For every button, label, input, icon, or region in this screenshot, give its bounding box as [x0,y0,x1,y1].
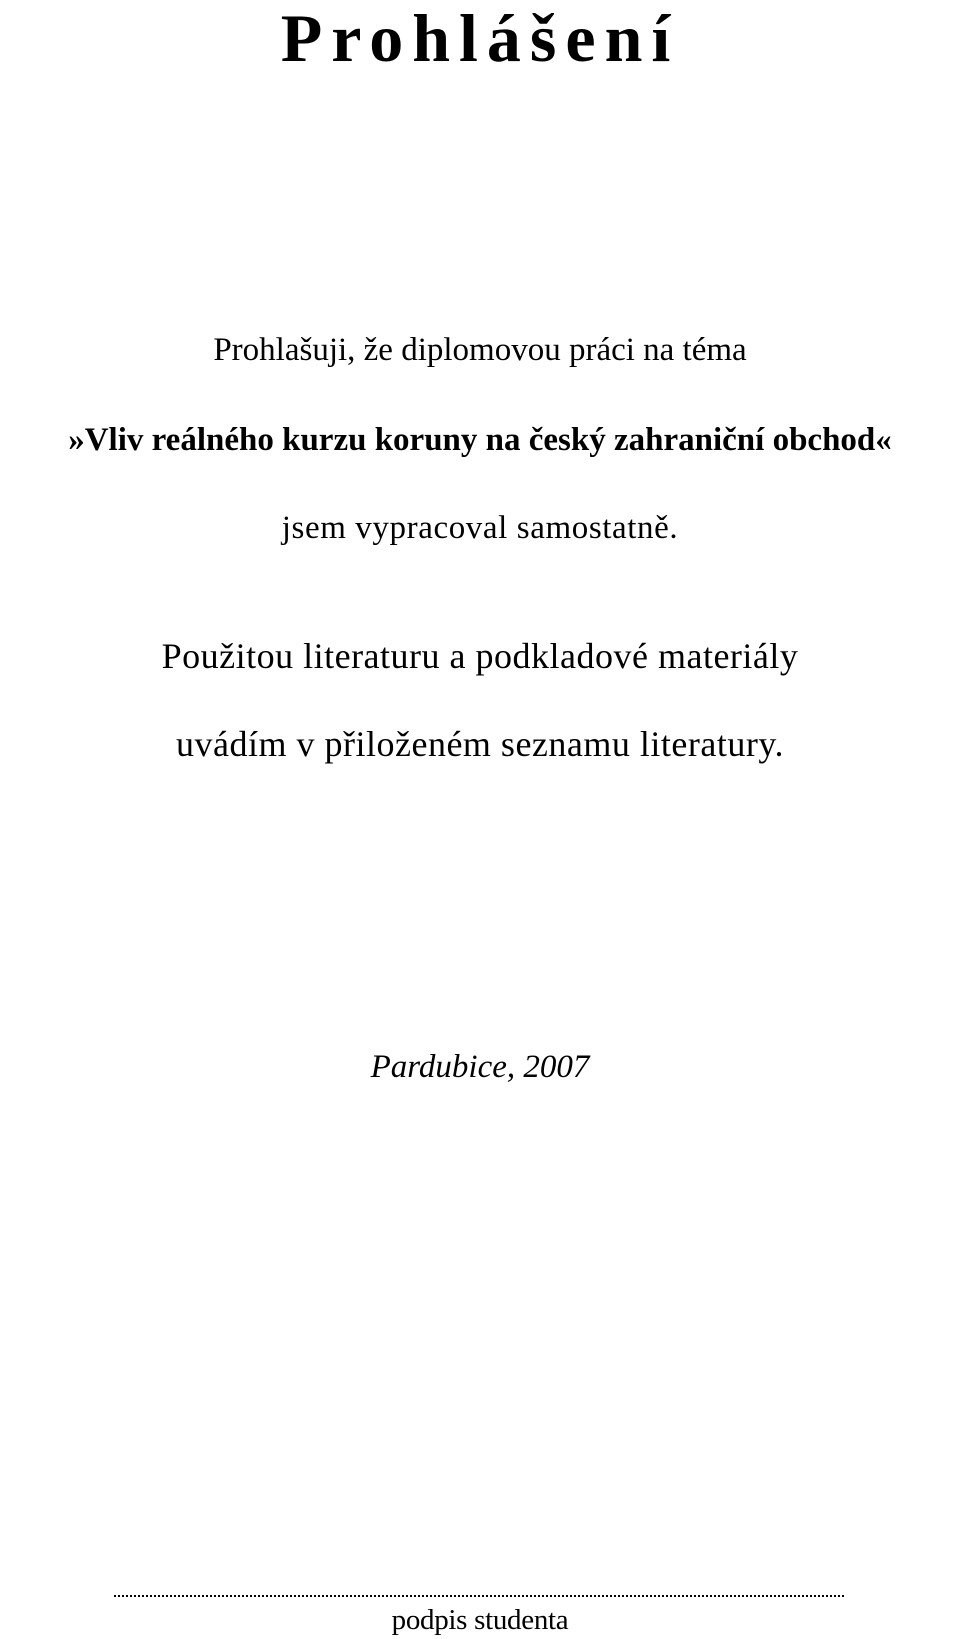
signature-line [114,1595,844,1597]
thesis-topic: »Vliv reálného kurzu koruny na český zahraniční obchod« [68,422,892,458]
literature-statement-line2: uvádím v přiloženém seznamu literatury. [176,724,784,764]
declaration-intro: Prohlašuji, že diplomovou práci na téma [213,332,747,368]
declaration-statement: jsem vypracoval samostatně. [281,510,679,546]
page-title: Prohlášení [280,0,680,76]
signature-label: podpis studenta [391,1604,569,1636]
literature-statement-line1: Použitou literaturu a podkladové materiály [161,636,799,676]
place-date: Pardubice, 2007 [370,1049,590,1085]
